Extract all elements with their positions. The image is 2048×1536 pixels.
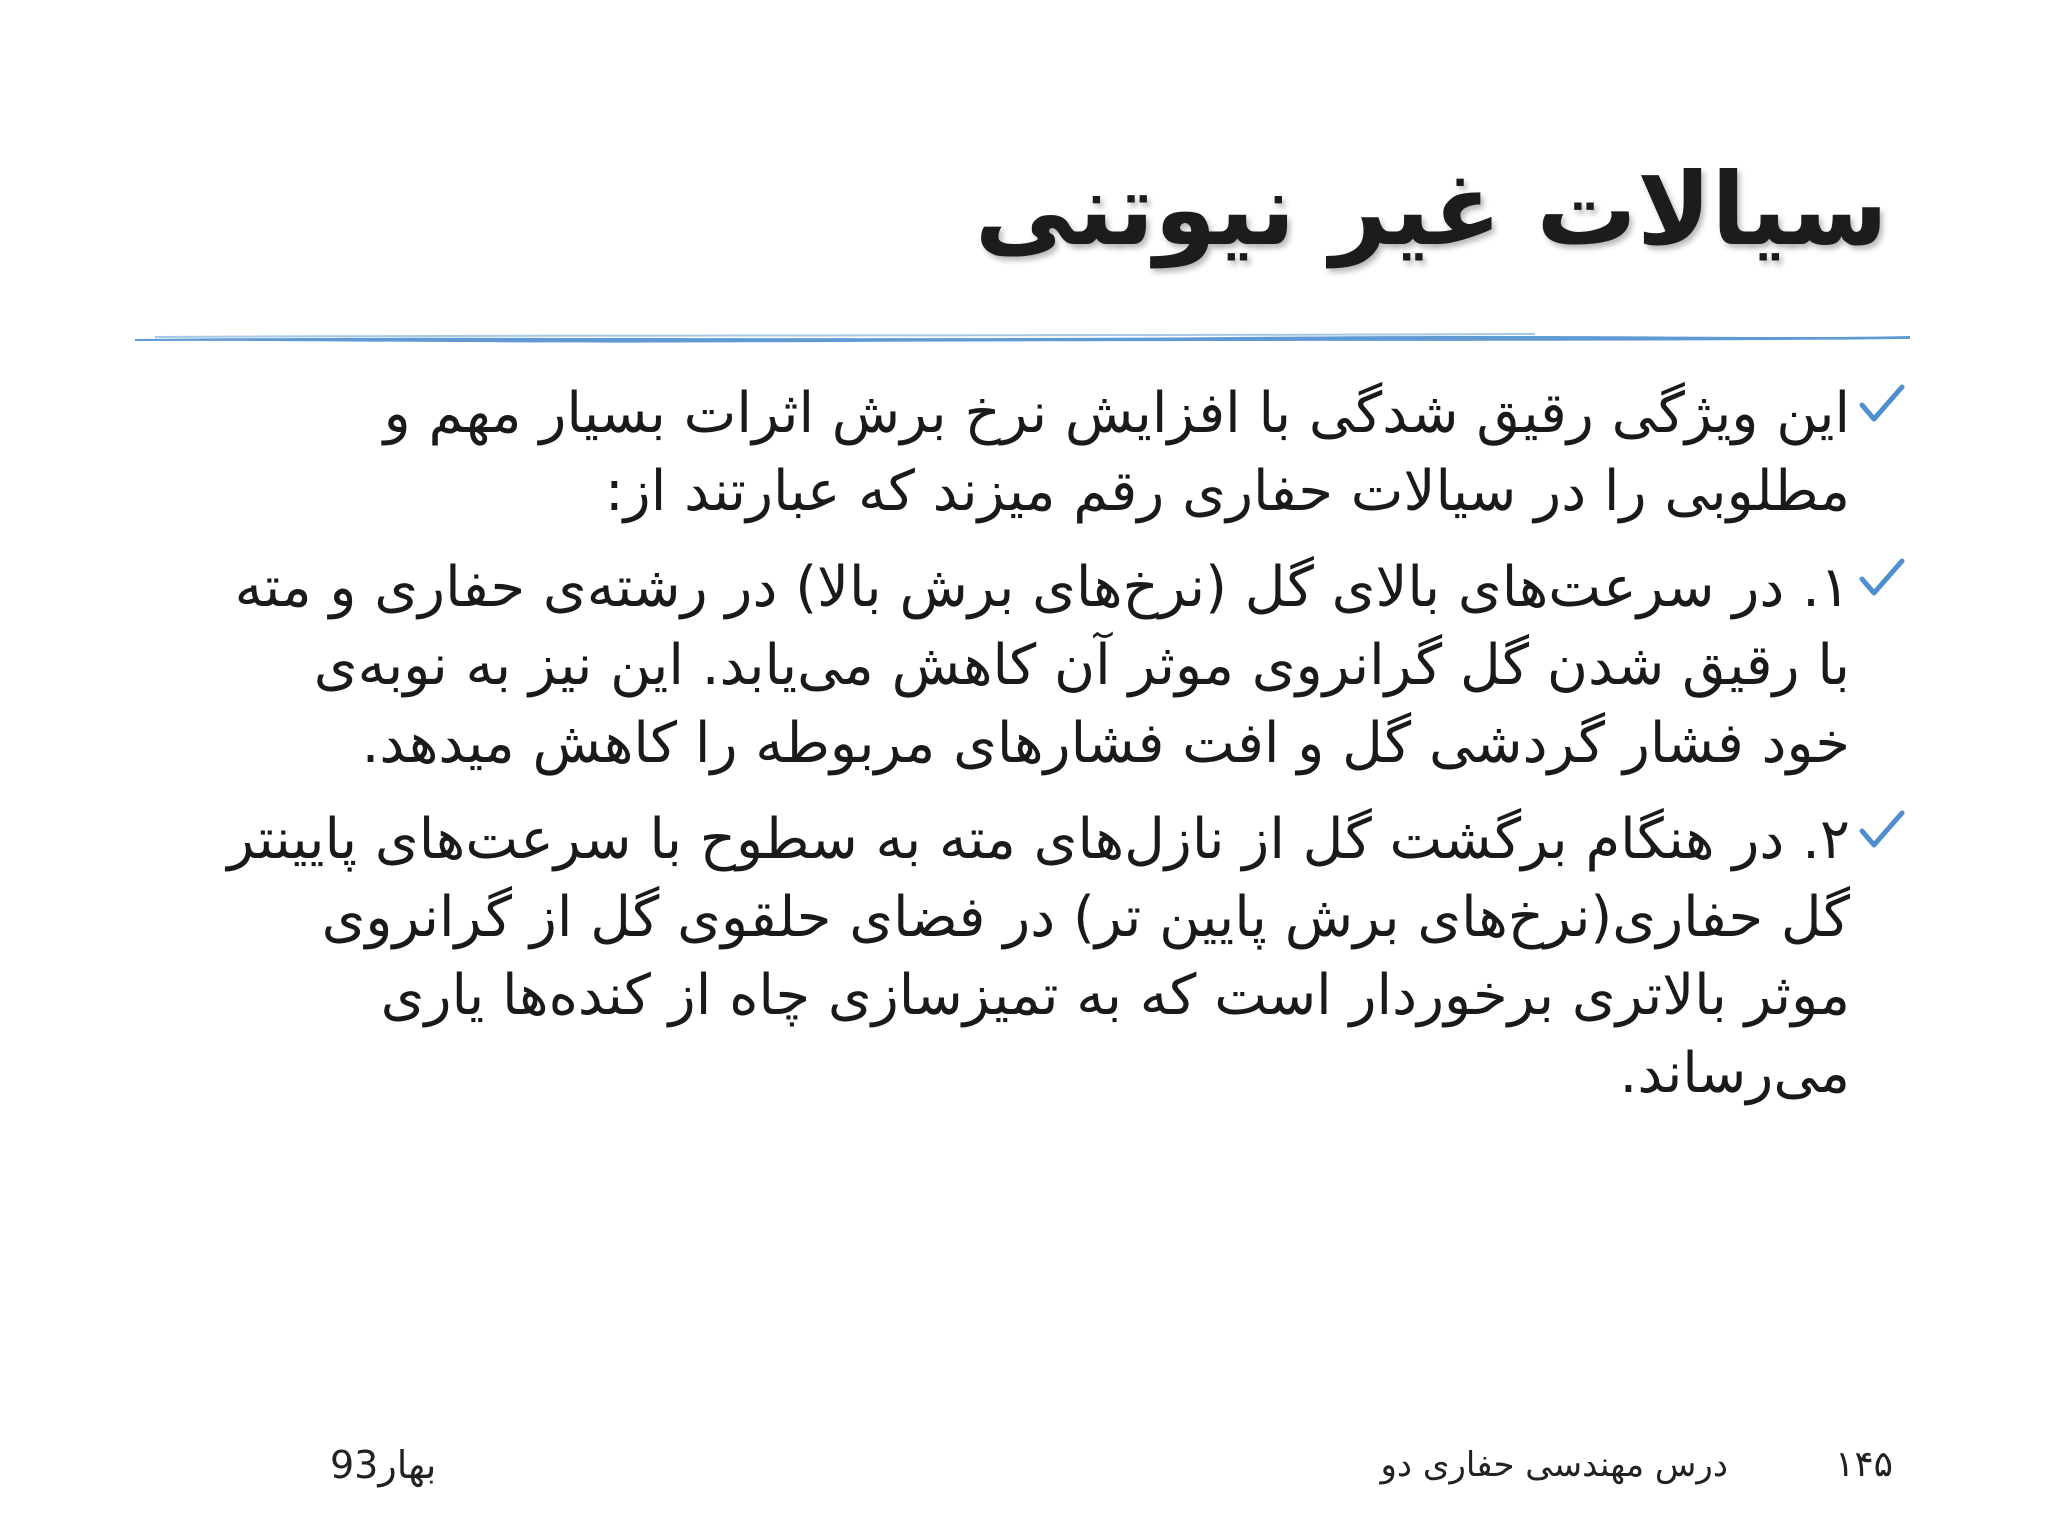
bullet-list [210, 375, 1900, 1131]
checkmark-icon [1856, 381, 1906, 431]
checkmark-icon [1856, 555, 1906, 605]
course-name: درس مهندسی حفاری دو [1380, 1445, 1728, 1485]
bullet-text-1: ۱. در سرعت‌های بالای گل (نرخ‌های برش بالا) در رشته‌ی حفاری و مته با رقیق شدن گل گرانروی موثر آن کاهش می‌یابد. این نیز به نوبه‌ی خود فشار گردشی گل و افت فشارهای مربوطه را کاهش میدهد. [234, 555, 1850, 776]
bullet-text-2: ۲. در هنگام برگشت گل از نازل‌های مته به سطوح با سرعت‌های پایینتر گل حفاری(نرخ‌های برش پایین تر) در فضای حلقوی گل از گرانروی موثر بالاتری برخوردار است که به تمیزسازی چاه از کنده‌ها یاری می‌رساند. [227, 807, 1850, 1106]
bullet-text-intro: این ویژگی رقیق شدگی با افزایش نرخ برش اثرات بسیار مهم و مطلوبی را در سیالات حفاری رقم میزند که عبارتند از: [383, 381, 1850, 524]
bullet-item-2 [210, 801, 1900, 1113]
page-number: ۱۴۵ [1834, 1444, 1893, 1485]
title-divider [135, 330, 1910, 346]
slide-title: سیالات غیر نیوتنی [974, 151, 1888, 268]
bullet-item-1 [210, 549, 1900, 783]
checkmark-icon [1856, 807, 1906, 857]
bullet-item-intro [210, 375, 1900, 531]
term-label: بهار93 [330, 1443, 437, 1487]
